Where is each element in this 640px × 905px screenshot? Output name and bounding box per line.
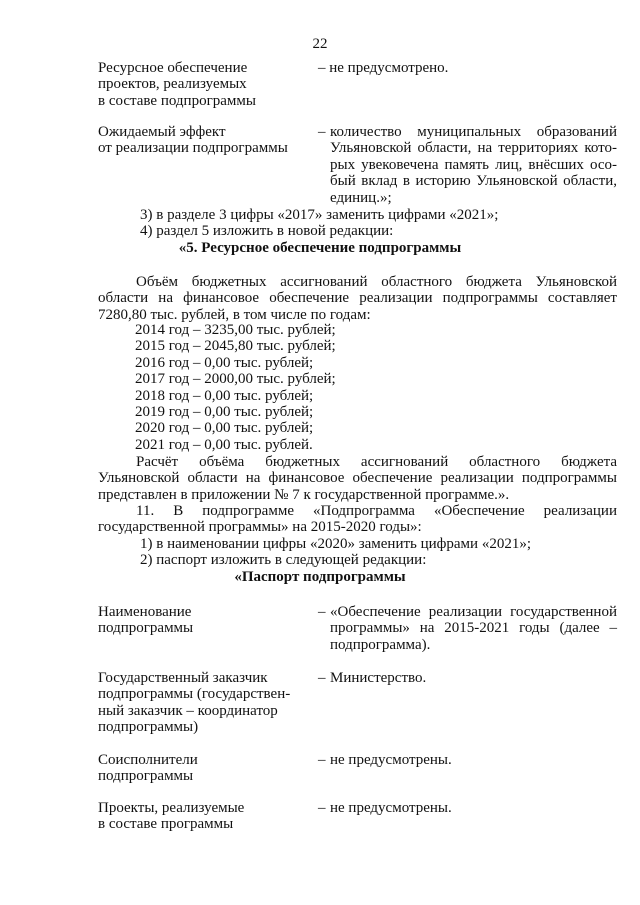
year-item: 2014 год – 3235,00 тыс. рублей;	[135, 322, 336, 338]
amend-item-4: 4) раздел 5 изложить в новой редакции:	[140, 223, 394, 239]
year-item: 2017 год – 2000,00 тыс. рублей;	[135, 371, 336, 388]
para-line: области на финансовое обеспечение реализации подпрограммы составляет	[98, 290, 617, 307]
calculation-paragraph	[98, 454, 617, 503]
passport-heading: «Паспорт подпрограммы	[234, 569, 406, 585]
passport-name-label	[98, 604, 298, 637]
resource-projects-label	[98, 60, 298, 109]
dash: –	[318, 670, 326, 686]
para-line: государственной программы» на 2015-2020 годы»:	[98, 519, 422, 536]
year-item: 2016 год – 0,00 тыс. рублей;	[135, 354, 314, 371]
label-line: подпрограммы	[98, 768, 194, 785]
item-11-paragraph	[98, 503, 617, 536]
value-line: бый вклад в историю Ульяновской области,	[330, 173, 617, 190]
passport-coexecutors-label	[98, 752, 298, 785]
value-line: «Обеспечение реализации государственной	[330, 604, 617, 620]
para-line: представлен в приложении № 7 к государственной программе.».	[98, 486, 510, 503]
amend-item-3: 3) в разделе 3 цифры «2017» заменить цифрами «2021»;	[140, 207, 499, 223]
para-line: 7280,80 тыс. рублей, в том числе по годам:	[98, 306, 371, 323]
label-line: подпрограммы)	[98, 719, 199, 736]
item-11-sub-2: 2) паспорт изложить в следующей редакции:	[140, 552, 427, 568]
label-line: в составе программы	[98, 816, 234, 833]
value-line: подпрограмма).	[330, 636, 431, 653]
passport-customer-value: Министерство.	[330, 670, 427, 686]
section-5-heading: «5. Ресурсное обеспечение подпрограммы	[178, 240, 462, 256]
passport-customer-label	[98, 670, 298, 736]
label-line: Ресурсное обеспечение	[98, 60, 248, 76]
para-line: Объём бюджетных ассигнований областного бюджета Ульяновской	[136, 274, 617, 290]
label-line: проектов, реализуемых	[98, 76, 247, 93]
passport-coexecutors-value: не предусмотрены.	[330, 752, 452, 768]
page-number: 22	[312, 36, 328, 52]
year-item: 2018 год – 0,00 тыс. рублей;	[135, 387, 314, 404]
year-item: 2020 год – 0,00 тыс. рублей;	[135, 420, 314, 437]
expected-effect-label	[98, 124, 298, 157]
value-line: количество муниципальных образований	[330, 124, 617, 140]
year-item: 2015 год – 2045,80 тыс. рублей;	[135, 338, 336, 355]
para-line: Расчёт объёма бюджетных ассигнований областного бюджета	[136, 454, 617, 470]
passport-projects-value: не предусмотрены.	[330, 800, 452, 816]
label-line: подпрограммы	[98, 620, 194, 637]
dash: –	[318, 124, 326, 140]
label-line: в составе подпрограммы	[98, 92, 256, 109]
dash: –	[318, 604, 326, 620]
label-line: Проекты, реализуемые	[98, 800, 245, 816]
label-line: Государственный заказчик	[98, 670, 268, 686]
passport-projects-label	[98, 800, 298, 833]
year-item: 2019 год – 0,00 тыс. рублей;	[135, 404, 314, 421]
label-line: Соисполнители	[98, 752, 198, 768]
label-line: от реализации подпрограммы	[98, 140, 288, 157]
value-line: Ульяновской области, на территориях кото-	[330, 140, 617, 157]
para-line: Ульяновской области на финансовое обеспечение реализации подпрограммы	[98, 470, 617, 487]
dash: –	[318, 752, 326, 768]
year-item: 2021 год – 0,00 тыс. рублей.	[135, 436, 313, 453]
value-line: программы» на 2015-2021 годы (далее –	[330, 620, 617, 637]
label-line: Наименование	[98, 604, 192, 620]
value-line: единиц.»;	[330, 189, 392, 206]
passport-name-value	[330, 604, 617, 653]
dash: –	[318, 800, 326, 816]
expected-effect-value	[330, 124, 617, 206]
label-line: ный заказчик – координатор	[98, 702, 278, 719]
value-line: рых увековечена память лиц, внёсших осо-	[330, 156, 617, 173]
label-line: подпрограммы (государствен-	[98, 686, 291, 703]
label-line: Ожидаемый эффект	[98, 124, 226, 140]
para-line: 11. В подпрограмме «Подпрограмма «Обеспечение реализации	[136, 503, 617, 519]
item-11-sub-1: 1) в наименовании цифры «2020» заменить цифрами «2021»;	[140, 536, 531, 552]
resource-projects-value: – не предусмотрено.	[318, 60, 449, 76]
year-list	[135, 322, 336, 453]
section-5-paragraph	[98, 274, 617, 323]
